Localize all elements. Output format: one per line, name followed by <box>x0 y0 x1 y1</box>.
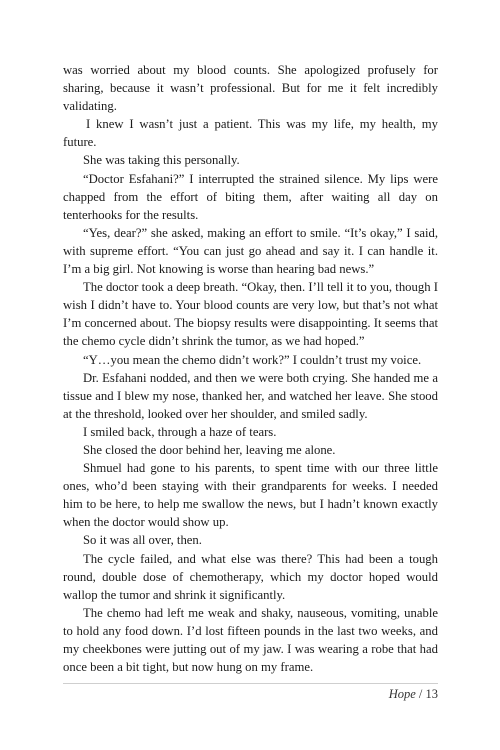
paragraph: The chemo had left me weak and shaky, nauseous, vomiting, unable to hold any food down. I’d lost fifteen pounds in the last two weeks, and my cheekbones were jutting out of my jaw. I was wearing a robe that had once been a bit tight, but now hung on my frame. <box>63 605 438 675</box>
paragraph: She was taking this personally. <box>83 153 240 168</box>
footer-divider <box>63 683 438 684</box>
paragraph: “Doctor Esfahani?” I interrupted the strained silence. My lips were chapped from the effort of biting them, after waiting all day on tenterhooks for the results. <box>63 171 438 222</box>
paragraph-continued: was worried about my blood counts. She apologized profusely for sharing, because it wasn’t professional. But for me it felt incredibly validating. <box>63 63 438 114</box>
footer-separator: / <box>415 687 426 701</box>
running-title: Hope <box>388 687 416 701</box>
paragraph: I smiled back, through a haze of tears. <box>83 424 277 439</box>
paragraph: Shmuel had gone to his parents, to spent time with our three little ones, who’d been staying with their grandparents for weeks. I needed him to be here, to help me swallow the news, but I hadn’t known exactly when the doctor would show up. <box>63 461 438 530</box>
page-footer <box>389 687 438 702</box>
paragraph: “Y…you mean the chemo didn’t work?” I couldn’t trust my voice. <box>83 352 422 367</box>
paragraph: The cycle failed, and what else was there? This had been a tough round, double dose of chemotherapy, which my doctor hoped would wallop the tumor and shrink it significantly. <box>63 551 438 602</box>
paragraph: She closed the door behind her, leaving me alone. <box>83 442 336 457</box>
page-body <box>63 61 438 676</box>
paragraph: “Yes, dear?” she asked, making an effort to smile. “It’s okay,” I said, with supreme effort. “You can just go ahead and say it. I can handle it. I’m a big girl. Not knowing is worse than hearing bad news.” <box>63 225 438 277</box>
page-number: 13 <box>425 687 438 701</box>
paragraph: I knew I wasn’t just a patient. This was my life, my health, my future. <box>63 117 438 150</box>
paragraph: Dr. Esfahani nodded, and then we were both crying. She handed me a tissue and I blew my nose, thanked her, and watched her leave. She stood at the threshold, looked over her shoulder, and smiled sadly. <box>63 370 438 421</box>
paragraph: So it was all over, then. <box>83 533 202 548</box>
paragraph: The doctor took a deep breath. “Okay, then. I’ll tell it to you, though I wish I didn’t have to. Your blood counts are very low, but that’s not what I’m concerned about. The biopsy results were disappointing. It seems that the chemo cycle didn’t shrink the tumor, as we had hoped.” <box>63 280 438 349</box>
